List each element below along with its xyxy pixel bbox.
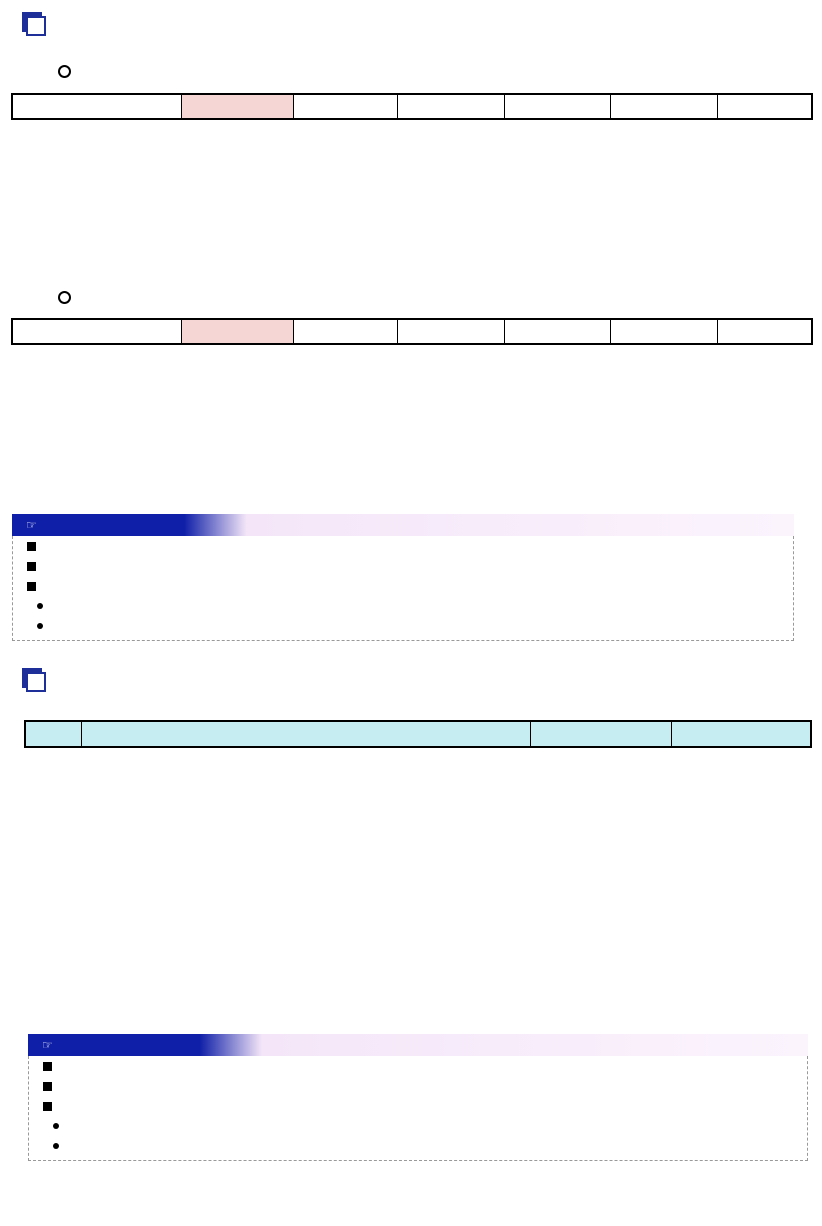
header-category (12, 319, 182, 344)
basis-line (27, 558, 793, 578)
header-yeon (671, 721, 811, 747)
square-bullet-icon (43, 1062, 52, 1071)
circle-bullet-icon (58, 65, 71, 78)
basis-line (27, 538, 793, 558)
header-disease (82, 721, 531, 747)
dot-bullet-icon (37, 623, 43, 629)
header-sil (531, 721, 672, 747)
basis-content-2 (28, 1056, 808, 1161)
square-bullet-icon (43, 1082, 52, 1091)
header-total (182, 94, 294, 119)
basis-header-1 (12, 514, 794, 536)
dot-bullet-icon (53, 1123, 59, 1129)
square-bullet-icon (27, 562, 36, 571)
header-total (182, 319, 294, 344)
square-bullet-icon (27, 542, 36, 551)
basis-line (27, 618, 793, 638)
basis-line (27, 578, 793, 598)
pointing-hand-icon: ☞ (42, 1038, 53, 1052)
basis-box-1 (12, 514, 794, 641)
header-col (293, 319, 397, 344)
header-col (610, 94, 717, 119)
section-title-facility-usage (22, 12, 56, 36)
subtitle-sil (58, 288, 85, 310)
basis-header-2 (28, 1034, 808, 1056)
header-col (505, 319, 611, 344)
basis-line (43, 1078, 807, 1098)
header-col (505, 94, 611, 119)
basis-line (43, 1058, 807, 1078)
section-title-top10 (22, 668, 56, 692)
basis-line (27, 598, 793, 618)
square-bullet-icon (43, 1102, 52, 1111)
sil-table (11, 318, 813, 345)
header-col (717, 94, 812, 119)
header-col (397, 94, 505, 119)
header-col (717, 319, 812, 344)
header-col (293, 94, 397, 119)
square-bullet-icon (27, 582, 36, 591)
dot-bullet-icon (37, 603, 43, 609)
top10-table (24, 720, 812, 748)
subtitle-yeon (58, 62, 85, 84)
header-category (12, 94, 182, 119)
basis-box-2 (28, 1034, 808, 1161)
pointing-hand-icon: ☞ (26, 518, 37, 532)
header-rank (25, 721, 82, 747)
basis-content-1 (12, 536, 794, 641)
header-col (610, 319, 717, 344)
basis-line (43, 1098, 807, 1118)
section-square-icon (22, 668, 46, 692)
circle-bullet-icon (58, 291, 71, 304)
section-square-icon (22, 12, 46, 36)
dot-bullet-icon (53, 1143, 59, 1149)
basis-line (43, 1138, 807, 1158)
yeon-table (11, 93, 813, 120)
header-col (397, 319, 505, 344)
basis-line (43, 1118, 807, 1138)
